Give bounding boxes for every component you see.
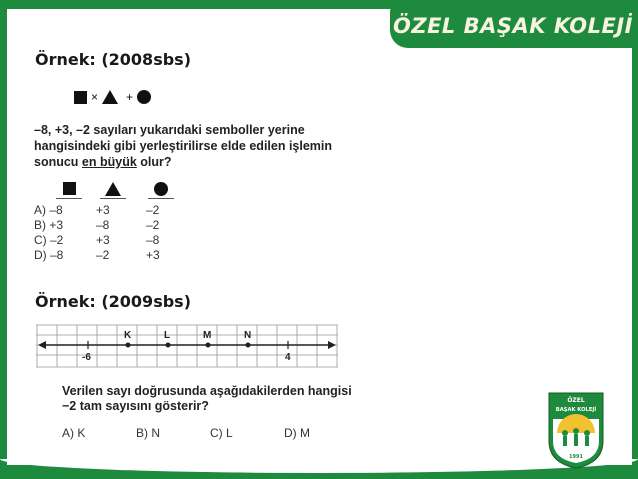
example2-heading: Örnek: (2009sbs): [35, 292, 191, 311]
choice-c: C) –2 +3 –8: [34, 233, 160, 247]
arrow-right-icon: [328, 341, 336, 349]
emblem-shield-icon: [547, 389, 605, 469]
choice-a: A) K: [62, 426, 86, 440]
label-m: M: [203, 330, 212, 341]
label-k: K: [124, 330, 132, 341]
times-operator: ×: [91, 90, 99, 104]
choice-d: D) –8 –2 +3: [34, 248, 160, 262]
question1-text: –8, +3, –2 sayıları yukarıdaki semboller yerine hangisindeki gibi yerleştirilirse elde edilen işlemin sonucu en büyük olur?: [34, 123, 333, 169]
label-4: 4: [285, 352, 291, 363]
square-symbol: [74, 91, 87, 104]
symbol-header-row: [56, 182, 216, 200]
triangle-header: [100, 182, 126, 199]
school-logo-banner: [390, 4, 636, 48]
choice-b: B) +3 –8 –2: [34, 218, 160, 232]
question2-choices: [62, 426, 358, 440]
circle-header: [148, 182, 174, 199]
question2-text: Verilen sayı doğrusunda aşağıdakilerden hangisi −2 tam sayısını gösterir?: [62, 384, 352, 413]
example1-heading: Örnek: (2008sbs): [35, 50, 191, 69]
slide-frame-right: [632, 0, 638, 479]
number-line-svg: [36, 323, 338, 371]
school-logo-text: ÖZEL BAŞAK KOLEJİ: [393, 14, 633, 38]
slide-frame-left: [0, 0, 7, 479]
emphasis-text: en büyük: [81, 155, 137, 169]
svg-text:1991: 1991: [569, 454, 583, 460]
choice-a: A) –8 +3 –2: [34, 203, 160, 217]
arrow-left-icon: [38, 341, 46, 349]
label-l: L: [164, 330, 171, 341]
circle-symbol: [137, 90, 151, 104]
choice-c: C) L: [210, 426, 233, 440]
triangle-symbol: [102, 90, 118, 104]
label-minus6: -6: [82, 352, 91, 363]
point-n: [246, 343, 251, 348]
label-n: N: [244, 330, 252, 341]
svg-text:BAŞAK KOLEJİ: BAŞAK KOLEJİ: [555, 407, 597, 413]
question1-choices: [34, 203, 186, 263]
square-header: [56, 182, 82, 199]
symbol-expression: [74, 90, 151, 104]
number-line-figure: [36, 323, 338, 371]
choice-d: D) M: [284, 426, 310, 440]
point-l: [166, 343, 171, 348]
choice-b: B) N: [136, 426, 160, 440]
plus-operator: +: [126, 90, 134, 104]
point-k: [126, 343, 131, 348]
school-emblem: [547, 389, 605, 469]
point-m: [206, 343, 211, 348]
svg-text:ÖZEL: ÖZEL: [567, 397, 585, 404]
